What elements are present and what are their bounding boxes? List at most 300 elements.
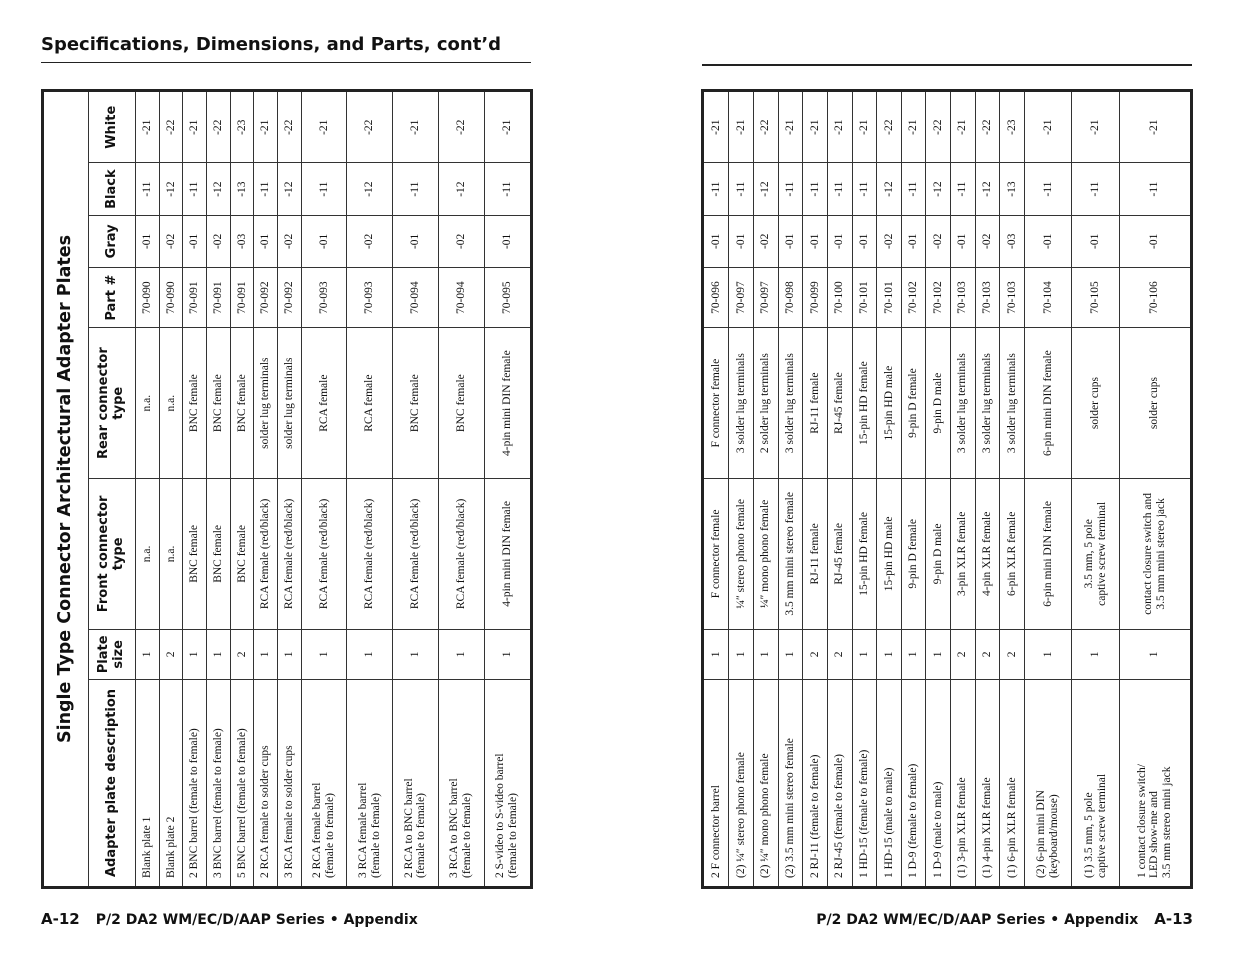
plate-description-cell — [254, 679, 278, 887]
gray-suffix-cell: -01 — [901, 215, 926, 267]
black-suffix-cell: -13 — [230, 163, 254, 215]
cell-line: RJ-11 female — [808, 523, 821, 585]
cell-line: 5 BNC barrel (female to female) — [235, 728, 248, 878]
rear-connector-cell — [1072, 328, 1119, 479]
gray-suffix-cell: -01 — [1024, 215, 1071, 267]
front-connector-cell — [926, 478, 951, 629]
cell-line: 2 S-video to S-video barrel — [494, 753, 507, 878]
black-suffix-cell: -11 — [951, 163, 976, 215]
cell-line: (1) 4-pin XLR female — [981, 777, 994, 878]
black-suffix-cell: -12 — [754, 163, 779, 215]
table-row — [975, 91, 1000, 888]
table-row — [438, 91, 484, 888]
table-row — [1072, 91, 1119, 888]
table-body-left — [136, 91, 532, 888]
cell-line: BNC female — [188, 374, 201, 433]
footer-series: P/2 DA2 WM/EC/D/AAP Series • Appendix — [95, 912, 418, 928]
cell-line: 2 RCA female barrel — [311, 782, 324, 878]
gray-suffix-cell: -02 — [347, 215, 393, 267]
gray-suffix-cell: -01 — [852, 215, 877, 267]
cell-line: captive screw terminal — [1095, 501, 1108, 606]
part-number-cell: 70-103 — [951, 267, 976, 327]
front-connector-cell — [852, 478, 877, 629]
rear-connector-cell — [778, 328, 803, 479]
cell-line: 2 BNC barrel (female to female) — [188, 728, 201, 878]
gray-suffix-cell: -01 — [484, 215, 532, 267]
plate-description-cell — [975, 679, 1000, 887]
plate-description-cell — [827, 679, 852, 887]
rear-connector-cell — [1000, 328, 1025, 479]
plate-description-cell — [754, 679, 779, 887]
cell-line: 1 D-9 (female to female) — [907, 763, 920, 878]
right-table-frame — [701, 89, 1193, 889]
column-header: Gray — [89, 215, 136, 267]
front-connector-cell — [393, 479, 439, 630]
part-number-cell: 70-104 — [1024, 267, 1071, 327]
front-connector-cell — [1000, 478, 1025, 629]
cell-line: 3 solder lug terminals — [734, 353, 747, 454]
white-suffix-cell: -21 — [1024, 91, 1071, 163]
black-suffix-cell: -11 — [729, 163, 754, 215]
cell-line: (2) 6-pin mini DIN — [1035, 790, 1048, 878]
cell-line: BNC female — [235, 524, 248, 583]
front-connector-cell — [438, 479, 484, 630]
cell-line: (female to female) — [415, 793, 428, 878]
cell-line: (keyboard/mouse) — [1048, 794, 1061, 878]
plate-description-cell — [136, 679, 160, 887]
part-number-cell: 70-094 — [393, 267, 439, 327]
cell-line: 4-pin mini DIN female — [500, 501, 513, 607]
rear-connector-cell — [729, 328, 754, 479]
cell-line: (1) 3-pin XLR female — [956, 777, 969, 878]
cell-line: 3.5 mm, 5 pole — [1082, 519, 1095, 589]
part-number-cell: 70-090 — [136, 267, 160, 327]
plate-size-cell: 2 — [803, 629, 828, 679]
front-connector-cell — [827, 478, 852, 629]
front-connector-cell — [136, 479, 160, 630]
front-connector-cell — [975, 478, 1000, 629]
table-row — [926, 91, 951, 888]
black-suffix-cell: -11 — [1072, 163, 1119, 215]
cell-line: RCA female (red/black) — [259, 498, 272, 610]
plate-description-cell — [484, 679, 532, 887]
gray-suffix-cell: -01 — [393, 215, 439, 267]
table-row — [278, 91, 302, 888]
black-suffix-cell: -11 — [703, 163, 729, 215]
cell-line: BNC female — [409, 374, 422, 433]
plate-description-cell — [183, 679, 207, 887]
plate-size-cell: 1 — [484, 629, 532, 679]
part-number-cell: 70-099 — [803, 267, 828, 327]
part-number-cell: 70-090 — [159, 267, 183, 327]
cell-line: solder lug terminals — [283, 357, 296, 449]
column-header: Rear connector type — [89, 328, 136, 479]
black-suffix-cell: -11 — [827, 163, 852, 215]
part-number-cell: 70-105 — [1072, 267, 1119, 327]
gray-suffix-cell: -02 — [926, 215, 951, 267]
plate-description-cell — [703, 679, 729, 887]
front-connector-cell — [778, 478, 803, 629]
cell-line: 15-pin HD male — [882, 365, 895, 441]
cell-line: RCA female (red/black) — [454, 498, 467, 610]
cell-line: 3.5 mm stereo mini jack — [1161, 766, 1174, 878]
black-suffix-cell: -11 — [803, 163, 828, 215]
table-row — [301, 91, 347, 888]
front-connector-cell — [301, 479, 347, 630]
page-number: A-12 — [41, 910, 80, 928]
cell-line: RJ-45 female — [833, 372, 846, 434]
plate-description-cell — [1000, 679, 1025, 887]
cell-line: ¼″ mono phono female — [759, 499, 772, 608]
white-suffix-cell: -23 — [1000, 91, 1025, 163]
front-connector-cell — [1024, 478, 1071, 629]
table-body-right — [703, 91, 1192, 888]
plate-size-cell: 1 — [1024, 629, 1071, 679]
rear-connector-cell — [1119, 328, 1191, 479]
front-connector-cell — [484, 479, 532, 630]
white-suffix-cell: -21 — [183, 91, 207, 163]
cell-line: 15-pin HD female — [857, 361, 870, 445]
front-connector-cell — [183, 479, 207, 630]
table-row — [877, 91, 902, 888]
page-heading: Specifications, Dimensions, and Parts, cont’d — [41, 34, 502, 55]
footer-right — [816, 910, 1193, 928]
adapter-plates-table-left — [41, 89, 533, 889]
rear-connector-cell — [703, 328, 729, 479]
plate-size-cell: 1 — [254, 629, 278, 679]
table-row — [1000, 91, 1025, 888]
plate-description-cell — [347, 679, 393, 887]
plate-size-cell: 1 — [183, 629, 207, 679]
heading-rule-left — [41, 62, 531, 63]
cell-line: 3 solder lug terminals — [981, 353, 994, 454]
front-connector-cell — [951, 478, 976, 629]
cell-line: F connector female — [709, 509, 722, 599]
cell-line: (2) 3.5 mm mini stereo female — [784, 738, 797, 878]
plate-size-cell: 1 — [877, 629, 902, 679]
cell-line: 9-pin D male — [931, 372, 944, 434]
cell-line: 15-pin HD male — [882, 516, 895, 592]
table-title: Single Type Connector Architectural Adapter Plates — [43, 91, 89, 888]
cell-line: (2) ¼″ mono phono female — [759, 753, 772, 878]
black-suffix-cell: -11 — [1024, 163, 1071, 215]
cell-line: Blank plate 2 — [164, 816, 177, 878]
plate-description-cell — [877, 679, 902, 887]
rear-connector-cell — [827, 328, 852, 479]
white-suffix-cell: -21 — [852, 91, 877, 163]
white-suffix-cell: -22 — [975, 91, 1000, 163]
plate-description-cell — [1119, 679, 1191, 887]
column-header: Part # — [89, 267, 136, 327]
cell-line: BNC female — [211, 524, 224, 583]
white-suffix-cell: -21 — [729, 91, 754, 163]
white-suffix-cell: -23 — [230, 91, 254, 163]
rear-connector-cell — [877, 328, 902, 479]
black-suffix-cell: -12 — [926, 163, 951, 215]
cell-line: (female to female) — [461, 793, 474, 878]
rear-connector-cell — [803, 328, 828, 479]
gray-suffix-cell: -02 — [159, 215, 183, 267]
rear-connector-cell — [159, 328, 183, 479]
cell-line: 6-pin XLR female — [1005, 511, 1018, 596]
white-suffix-cell: -21 — [1072, 91, 1119, 163]
gray-suffix-cell: -01 — [703, 215, 729, 267]
part-number-cell: 70-098 — [778, 267, 803, 327]
plate-description-cell — [926, 679, 951, 887]
plate-size-cell: 1 — [1072, 629, 1119, 679]
table-row — [827, 91, 852, 888]
cell-line: 1 HD-15 (female to female) — [857, 749, 870, 878]
gray-suffix-cell: -01 — [803, 215, 828, 267]
rear-connector-cell — [393, 328, 439, 479]
rear-connector-cell — [901, 328, 926, 479]
table-row — [230, 91, 254, 888]
plate-description-cell — [729, 679, 754, 887]
plate-size-cell: 2 — [827, 629, 852, 679]
part-number-cell: 70-091 — [207, 267, 231, 327]
left-table-frame — [41, 89, 533, 889]
rear-connector-cell — [852, 328, 877, 479]
white-suffix-cell: -21 — [827, 91, 852, 163]
cell-line: (female to female) — [507, 793, 520, 878]
rear-connector-cell — [975, 328, 1000, 479]
plate-size-cell: 1 — [1119, 629, 1191, 679]
cell-line: 3.5 mm mini stereo jack — [1154, 498, 1167, 610]
cell-line: 9-pin D male — [931, 523, 944, 585]
plate-size-cell: 1 — [207, 629, 231, 679]
white-suffix-cell: -21 — [484, 91, 532, 163]
cell-line: 4-pin XLR female — [981, 511, 994, 596]
cell-line: Blank plate 1 — [140, 816, 153, 878]
cell-line: 2 RJ-11 (female to female) — [808, 754, 821, 878]
part-number-cell: 70-092 — [254, 267, 278, 327]
rear-connector-cell — [926, 328, 951, 479]
table-row — [951, 91, 976, 888]
gray-suffix-cell: -01 — [729, 215, 754, 267]
plate-size-cell: 1 — [347, 629, 393, 679]
gray-suffix-cell: -01 — [778, 215, 803, 267]
plate-description-cell — [438, 679, 484, 887]
black-suffix-cell: -12 — [438, 163, 484, 215]
plate-size-cell: 2 — [951, 629, 976, 679]
rear-connector-cell — [183, 328, 207, 479]
table-row — [729, 91, 754, 888]
footer-left — [41, 910, 418, 928]
gray-suffix-cell: -01 — [951, 215, 976, 267]
front-connector-cell — [1119, 478, 1191, 629]
rear-connector-cell — [347, 328, 393, 479]
front-connector-cell — [803, 478, 828, 629]
black-suffix-cell: -11 — [393, 163, 439, 215]
cell-line: 3 solder lug terminals — [956, 353, 969, 454]
plate-description-cell — [278, 679, 302, 887]
cell-line: (female to female) — [324, 793, 337, 878]
black-suffix-cell: -12 — [975, 163, 1000, 215]
cell-line: 1 D-9 (male to male) — [931, 781, 944, 878]
plate-size-cell: 1 — [393, 629, 439, 679]
cell-line: solder lug terminals — [259, 357, 272, 449]
cell-line: 3 RCA female barrel — [356, 782, 369, 878]
table-row — [803, 91, 828, 888]
table-row — [347, 91, 393, 888]
front-connector-cell — [159, 479, 183, 630]
page-number: A-13 — [1154, 910, 1193, 928]
white-suffix-cell: -21 — [1119, 91, 1191, 163]
white-suffix-cell: -22 — [278, 91, 302, 163]
plate-description-cell — [301, 679, 347, 887]
cell-line: RCA female — [317, 374, 330, 432]
plate-size-cell: 1 — [926, 629, 951, 679]
cell-line: RJ-11 female — [808, 372, 821, 434]
white-suffix-cell: -22 — [347, 91, 393, 163]
black-suffix-cell: -12 — [278, 163, 302, 215]
part-number-cell: 70-092 — [278, 267, 302, 327]
white-suffix-cell: -21 — [901, 91, 926, 163]
part-number-cell: 70-101 — [877, 267, 902, 327]
plate-size-cell: 1 — [438, 629, 484, 679]
black-suffix-cell: -11 — [484, 163, 532, 215]
cell-line: 3 RCA female to solder cups — [283, 745, 296, 878]
cell-line: n.a. — [140, 545, 153, 563]
black-suffix-cell: -11 — [1119, 163, 1191, 215]
plate-description-cell — [852, 679, 877, 887]
rear-connector-cell — [301, 328, 347, 479]
plate-size-cell: 1 — [136, 629, 160, 679]
white-suffix-cell: -21 — [136, 91, 160, 163]
part-number-cell: 70-091 — [230, 267, 254, 327]
part-number-cell: 70-094 — [438, 267, 484, 327]
part-number-cell: 70-093 — [301, 267, 347, 327]
column-header: Front connector type — [89, 479, 136, 630]
plate-size-cell: 1 — [703, 629, 729, 679]
plate-description-cell — [901, 679, 926, 887]
rear-connector-cell — [207, 328, 231, 479]
cell-line: BNC female — [188, 524, 201, 583]
part-number-cell: 70-097 — [729, 267, 754, 327]
gray-suffix-cell: -01 — [1119, 215, 1191, 267]
table-row — [703, 91, 729, 888]
column-header: Plate size — [89, 629, 136, 679]
rear-connector-cell — [754, 328, 779, 479]
front-connector-cell — [1072, 478, 1119, 629]
gray-suffix-cell: -01 — [827, 215, 852, 267]
gray-suffix-cell: -01 — [183, 215, 207, 267]
white-suffix-cell: -22 — [877, 91, 902, 163]
table-row — [254, 91, 278, 888]
front-connector-cell — [207, 479, 231, 630]
cell-line: BNC female — [454, 374, 467, 433]
front-connector-cell — [347, 479, 393, 630]
plate-size-cell: 1 — [852, 629, 877, 679]
part-number-cell: 70-093 — [347, 267, 393, 327]
cell-line: (2) ¼″ stereo phono female — [734, 752, 747, 878]
black-suffix-cell: -12 — [347, 163, 393, 215]
cell-line: RJ-45 female — [833, 523, 846, 585]
column-header: White — [89, 91, 136, 163]
rear-connector-cell — [230, 328, 254, 479]
white-suffix-cell: -21 — [778, 91, 803, 163]
rear-connector-cell — [438, 328, 484, 479]
cell-line: 2 RCA to BNC barrel — [402, 778, 415, 878]
cell-line: F connector female — [709, 358, 722, 448]
rear-connector-cell — [278, 328, 302, 479]
rear-connector-cell — [1024, 328, 1071, 479]
rear-connector-cell — [484, 328, 532, 479]
cell-line: RCA female (red/black) — [363, 498, 376, 610]
cell-line: captive screw terminal — [1095, 773, 1108, 878]
black-suffix-cell: -11 — [778, 163, 803, 215]
gray-suffix-cell: -02 — [877, 215, 902, 267]
black-suffix-cell: -12 — [159, 163, 183, 215]
front-connector-cell — [703, 478, 729, 629]
cell-line: n.a. — [164, 394, 177, 412]
white-suffix-cell: -21 — [254, 91, 278, 163]
plate-description-cell — [951, 679, 976, 887]
plate-size-cell: 2 — [159, 629, 183, 679]
table-row — [207, 91, 231, 888]
black-suffix-cell: -11 — [901, 163, 926, 215]
black-suffix-cell: -12 — [207, 163, 231, 215]
cell-line: 15-pin HD female — [857, 512, 870, 596]
black-suffix-cell: -12 — [877, 163, 902, 215]
cell-line: BNC female — [211, 374, 224, 433]
cell-line: 3.5 mm mini stereo female — [784, 492, 797, 616]
cell-line: 6-pin mini DIN female — [1041, 350, 1054, 456]
cell-line: 1 HD-15 (male to male) — [882, 767, 895, 878]
black-suffix-cell: -13 — [1000, 163, 1025, 215]
part-number-cell: 70-103 — [975, 267, 1000, 327]
gray-suffix-cell: -01 — [136, 215, 160, 267]
cell-line: 2 RJ-45 (female to female) — [833, 754, 846, 878]
cell-line: 3 solder lug terminals — [784, 353, 797, 454]
table-row — [393, 91, 439, 888]
gray-suffix-cell: -02 — [438, 215, 484, 267]
black-suffix-cell: -11 — [301, 163, 347, 215]
cell-line: 1 contact closure switch/ — [1135, 763, 1148, 878]
white-suffix-cell: -22 — [754, 91, 779, 163]
cell-line: n.a. — [164, 545, 177, 563]
black-suffix-cell: -11 — [852, 163, 877, 215]
column-header: Black — [89, 163, 136, 215]
table-row — [484, 91, 532, 888]
table-row — [1024, 91, 1071, 888]
part-number-cell: 70-101 — [852, 267, 877, 327]
plate-size-cell: 2 — [1000, 629, 1025, 679]
table-row — [183, 91, 207, 888]
cell-line: 3 RCA to BNC barrel — [448, 778, 461, 878]
table-row — [136, 91, 160, 888]
cell-line: BNC female — [235, 374, 248, 433]
plate-description-cell — [230, 679, 254, 887]
plate-size-cell: 1 — [778, 629, 803, 679]
plate-description-cell — [159, 679, 183, 887]
front-connector-cell — [877, 478, 902, 629]
plate-size-cell: 2 — [975, 629, 1000, 679]
cell-line: contact closure switch and — [1142, 493, 1155, 615]
adapter-plates-table-right — [701, 89, 1193, 889]
heading-rule-right — [702, 64, 1192, 66]
cell-line: 6-pin mini DIN female — [1041, 500, 1054, 607]
cell-line: ¼″ stereo phono female — [734, 499, 747, 609]
cell-line: 2 F connector barrel — [709, 785, 722, 878]
plate-size-cell: 1 — [301, 629, 347, 679]
part-number-cell: 70-103 — [1000, 267, 1025, 327]
plate-size-cell: 1 — [754, 629, 779, 679]
cell-line: 2 RCA female to solder cups — [259, 745, 272, 878]
gray-suffix-cell: -03 — [1000, 215, 1025, 267]
part-number-cell: 70-095 — [484, 267, 532, 327]
white-suffix-cell: -21 — [393, 91, 439, 163]
